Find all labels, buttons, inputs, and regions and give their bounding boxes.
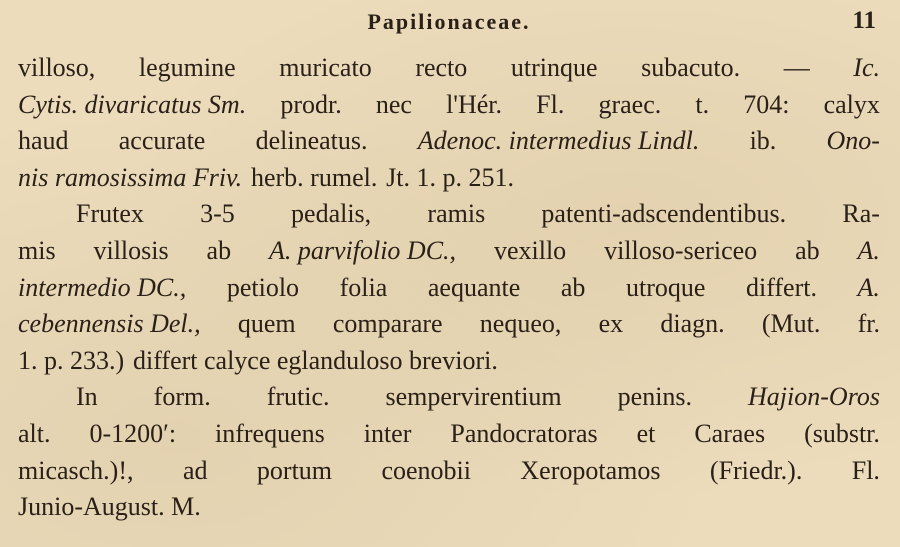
word: — bbox=[783, 53, 810, 82]
word: pedalis, bbox=[291, 199, 372, 229]
text-line bbox=[18, 233, 880, 270]
word: ib. bbox=[749, 126, 777, 156]
word: fr. bbox=[857, 309, 880, 339]
word: Fl. bbox=[851, 455, 880, 485]
word: 1. p. 233.) bbox=[18, 345, 125, 375]
word: ex bbox=[598, 309, 624, 339]
text-line bbox=[18, 87, 880, 124]
italic-word: Cytis. divaricatus Sm. bbox=[18, 89, 247, 119]
text-line bbox=[18, 453, 880, 490]
word: recto bbox=[415, 53, 468, 82]
word: nec bbox=[375, 89, 412, 119]
word: differt calyce eglanduloso breviori. bbox=[133, 345, 498, 375]
word: patenti-adscendentibus. bbox=[541, 199, 787, 229]
word: In bbox=[76, 382, 98, 412]
word: petiolo bbox=[226, 272, 300, 302]
paragraph bbox=[18, 196, 880, 379]
italic-word: cebennensis Del., bbox=[18, 309, 201, 339]
word: portum bbox=[256, 455, 333, 485]
word: Junio-August. M. bbox=[18, 492, 201, 522]
italic-word: intermedio DC., bbox=[18, 272, 187, 302]
word: penins. bbox=[617, 382, 693, 412]
text-line bbox=[18, 160, 880, 197]
word: 3-5 bbox=[200, 199, 235, 229]
word: alt. bbox=[18, 418, 51, 448]
italic-word: nis ramosissima Friv. bbox=[18, 162, 243, 192]
italic-word: A. parvifolio DC., bbox=[268, 235, 457, 265]
paragraph bbox=[18, 379, 880, 525]
text-line bbox=[18, 50, 880, 87]
italic-word: Adenoc. intermedius Lindl. bbox=[417, 126, 700, 156]
word: form. bbox=[153, 382, 211, 412]
word: Jt. 1. p. 251. bbox=[386, 162, 514, 192]
running-title: Papilionaceae. bbox=[367, 9, 531, 34]
page-number: 11 bbox=[852, 7, 876, 34]
text-line bbox=[18, 489, 880, 526]
word: ramis bbox=[427, 199, 486, 229]
word: frutic. bbox=[266, 382, 330, 412]
word: muricato bbox=[279, 53, 372, 82]
word: Pandocratoras bbox=[450, 418, 598, 448]
word: (substr. bbox=[804, 418, 880, 448]
word: haud bbox=[18, 126, 69, 156]
word: infrequens bbox=[215, 418, 325, 448]
word: et bbox=[636, 418, 656, 448]
text-line bbox=[18, 270, 880, 307]
word: coenobii bbox=[381, 455, 471, 485]
word: mis bbox=[18, 235, 56, 265]
word: villoso-sericeo bbox=[604, 235, 758, 265]
word: herb. rumel. bbox=[250, 162, 378, 192]
word: Ra- bbox=[842, 199, 880, 229]
word: subacuto. bbox=[641, 53, 741, 82]
paragraph bbox=[18, 50, 880, 196]
text-line bbox=[18, 306, 880, 343]
text-line bbox=[18, 379, 880, 416]
word: legumine bbox=[138, 53, 236, 82]
italic-word: Hajion-Oros bbox=[748, 382, 880, 412]
word: ab bbox=[560, 272, 586, 302]
word: Fl. bbox=[536, 89, 565, 119]
word: graec. bbox=[598, 89, 662, 119]
word: l'Hér. bbox=[446, 89, 503, 119]
word: Frutex bbox=[76, 199, 144, 229]
word: Caraes bbox=[694, 418, 766, 448]
word: diagn. bbox=[660, 309, 725, 339]
italic-word: A. bbox=[857, 235, 880, 265]
word: t. bbox=[695, 89, 710, 119]
italic-word: A. bbox=[857, 272, 880, 302]
word: ab bbox=[795, 235, 820, 265]
word: differt. bbox=[745, 272, 817, 302]
italic-word: Ic. bbox=[853, 53, 880, 82]
body-text bbox=[18, 50, 880, 526]
word: (Mut. bbox=[761, 309, 821, 339]
word: vexillo bbox=[493, 235, 567, 265]
word: utroque bbox=[625, 272, 706, 302]
word: quem bbox=[237, 309, 296, 339]
italic-word: Ono- bbox=[826, 126, 880, 156]
word: aequante bbox=[427, 272, 521, 302]
word: Xeropotamos bbox=[520, 455, 661, 485]
word: 704: bbox=[743, 89, 790, 119]
word: prodr. bbox=[280, 89, 342, 119]
text-line bbox=[18, 343, 880, 380]
word: inter bbox=[363, 418, 412, 448]
word: delineatus. bbox=[255, 126, 368, 156]
word: folia bbox=[339, 272, 388, 302]
word: 0-1200′: bbox=[89, 418, 177, 448]
word: (Friedr.). bbox=[709, 455, 803, 485]
word: nequeo, bbox=[479, 309, 562, 339]
word: comparare bbox=[332, 309, 443, 339]
word: ab bbox=[206, 235, 232, 265]
word: utrinque bbox=[510, 53, 598, 82]
word: villoso, bbox=[18, 53, 96, 82]
text-line bbox=[18, 196, 880, 233]
page-header bbox=[18, 6, 880, 40]
word: accurate bbox=[118, 126, 206, 156]
word: ad bbox=[182, 455, 208, 485]
word: villosis bbox=[93, 235, 169, 265]
text-line bbox=[18, 123, 880, 160]
word: sempervirentium bbox=[385, 382, 562, 412]
word: micasch.)!, bbox=[18, 455, 134, 485]
text-line bbox=[18, 416, 880, 453]
word: calyx bbox=[823, 89, 880, 119]
